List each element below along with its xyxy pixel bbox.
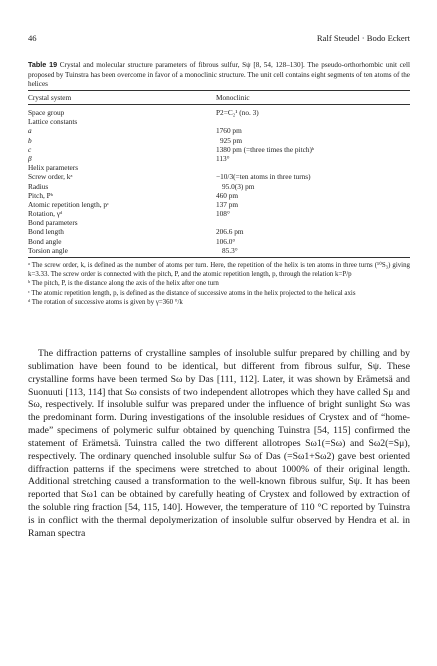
- table-cell: β: [28, 153, 32, 163]
- table-cell: Atomic repetition length, pᶜ: [28, 199, 109, 209]
- table-cell: 925 pm: [220, 135, 243, 145]
- table-cell: 108°: [216, 209, 230, 219]
- table-row: [28, 191, 410, 200]
- table-cell: a: [28, 126, 32, 136]
- table-caption-label: Table 19: [28, 60, 58, 69]
- table-cell: Screw order, kᵃ: [28, 172, 73, 182]
- table-caption: [28, 60, 410, 90]
- page-number: 46: [28, 33, 37, 43]
- table-cell: 106.0°: [216, 236, 236, 246]
- table-cell: Radius: [28, 181, 49, 191]
- running-head-authors: Ralf Steudel · Bodo Eckert: [316, 33, 410, 43]
- table-top-rule: [28, 90, 410, 91]
- table-cell: Pitch, Pᵇ: [28, 190, 53, 200]
- table-cell: 113°: [216, 153, 230, 163]
- table-row: [28, 246, 410, 255]
- table-row: [28, 117, 410, 126]
- table-row: [28, 227, 410, 236]
- table-cell: Bond angle: [28, 236, 62, 246]
- footnote-d: ᵈ The rotation of successive atoms is given by γ=360 °/k: [28, 298, 183, 306]
- table-header-value: Monoclinic: [216, 93, 250, 102]
- table-cell: 206.6 pm: [216, 227, 244, 237]
- table-cell: b: [28, 135, 32, 145]
- footnote-a: ᵃ The screw order, k, is defined as the number of atoms per turn. Here, the repetition of the helix is ten atoms in three turns (¹⁰S₃) giving k=3.33. The screw order is connected with the pitch, P, and the atomic repetition length, p, through the relation k=P/p: [28, 262, 410, 279]
- table-cell: Bond parameters: [28, 218, 78, 228]
- table-cell: P2=C₂¹ (no. 3): [216, 108, 259, 117]
- table-cell: 1760 pm: [216, 126, 242, 136]
- footnote-b: ᵇ The pitch, P, is the distance along the axis of the helix after one turn: [28, 280, 219, 288]
- table-row: [28, 154, 410, 163]
- table-cell: Helix parameters: [28, 163, 79, 173]
- table-cell: −10/3(=ten atoms in three turns): [216, 172, 311, 182]
- table-row: [28, 163, 410, 172]
- table-header-property: Crystal system: [28, 93, 72, 102]
- body-paragraph: The diffraction patterns of crystalline samples of insoluble sulfur prepared by chilling and by sublimation have been found to be identical, but different from fibrous sulfur, Sψ. These crystalline forms have been termed Sω by Das [111, 112]. Later, it was shown by Erämetsä and Suonuuti [113, 114] that Sω consists of two independent allotropes which they have called Sμ and Sω, respectively. If insoluble sulfur was prepared under the influence of bright sunlight Sω was the predominant form. During investigations of the insoluble residues of Crystex and of “home-made” specimens of polymeric sulfur obtained by quenching Tuinstra [54, 115] confirmed the statement of Erämetsä. Tuinstra called the two different allotropes Sω1(=Sω) and Sω2(=Sμ), respectively. The ordinary quenched insoluble sulfur Sω of Das (=Sω1+Sω2) gave best oriented diffraction patterns if the specimens were stretched to about 1000% of their original length. Additional stretching caused a transformation to the well-known fibrous sulfur, Sψ. It has been reported that Sω1 can be obtained by carefully heating of Crystex and followed by extraction of the soluble ring fraction [54, 115, 140]. However, the temperature of 110 °C reported by Tuinstra is in conflict with the thermal depolymerization of insoluble sulfur observed by Hendra et al. in Raman spectra: [28, 348, 410, 539]
- table-caption-text: Crystal and molecular structure parameters of fibrous sulfur, Sψ [8, 54, 128–130]. The pseudo-orthorhombic unit cell proposed by Tuinstra has been overcome in favor of a monoclinic structure. The unit cell contains eight segments of ten atoms of the helices: [28, 61, 410, 89]
- table-cell: 95.0(3) pm: [222, 181, 255, 191]
- table-footnotes: [28, 261, 410, 307]
- table-body: [28, 108, 410, 255]
- table-row: [28, 145, 410, 154]
- table-cell: Rotation, γᵈ: [28, 209, 63, 219]
- table-row: [28, 209, 410, 218]
- table-row: [28, 136, 410, 145]
- table-bottom-rule: [28, 257, 410, 258]
- table-cell: 85.3°: [222, 245, 238, 255]
- table-header-row: [28, 93, 410, 102]
- table-header-rule: [28, 104, 410, 105]
- table-cell: 460 pm: [216, 190, 239, 200]
- footnote-c: ᶜ The atomic repetition length, p, is defined as the distance of successive atoms in the helix projected to the helical axis: [28, 289, 356, 297]
- table-row: [28, 237, 410, 246]
- table-row: [28, 108, 410, 117]
- table-row: [28, 218, 410, 227]
- body-text: [28, 348, 410, 541]
- table-cell: Torsion angle: [28, 245, 68, 255]
- table-cell: c: [28, 144, 32, 154]
- table-cell: Bond length: [28, 227, 64, 237]
- running-header: [28, 32, 410, 44]
- table-cell: 137 pm: [216, 199, 239, 209]
- table-row: [28, 182, 410, 191]
- table-cell: 1380 pm (=three times the pitch)ᵇ: [216, 144, 315, 154]
- table-cell: Space group: [28, 108, 65, 117]
- table-row: [28, 126, 410, 135]
- table-row: [28, 172, 410, 181]
- table-cell: Lattice constants: [28, 117, 78, 127]
- table-row: [28, 200, 410, 209]
